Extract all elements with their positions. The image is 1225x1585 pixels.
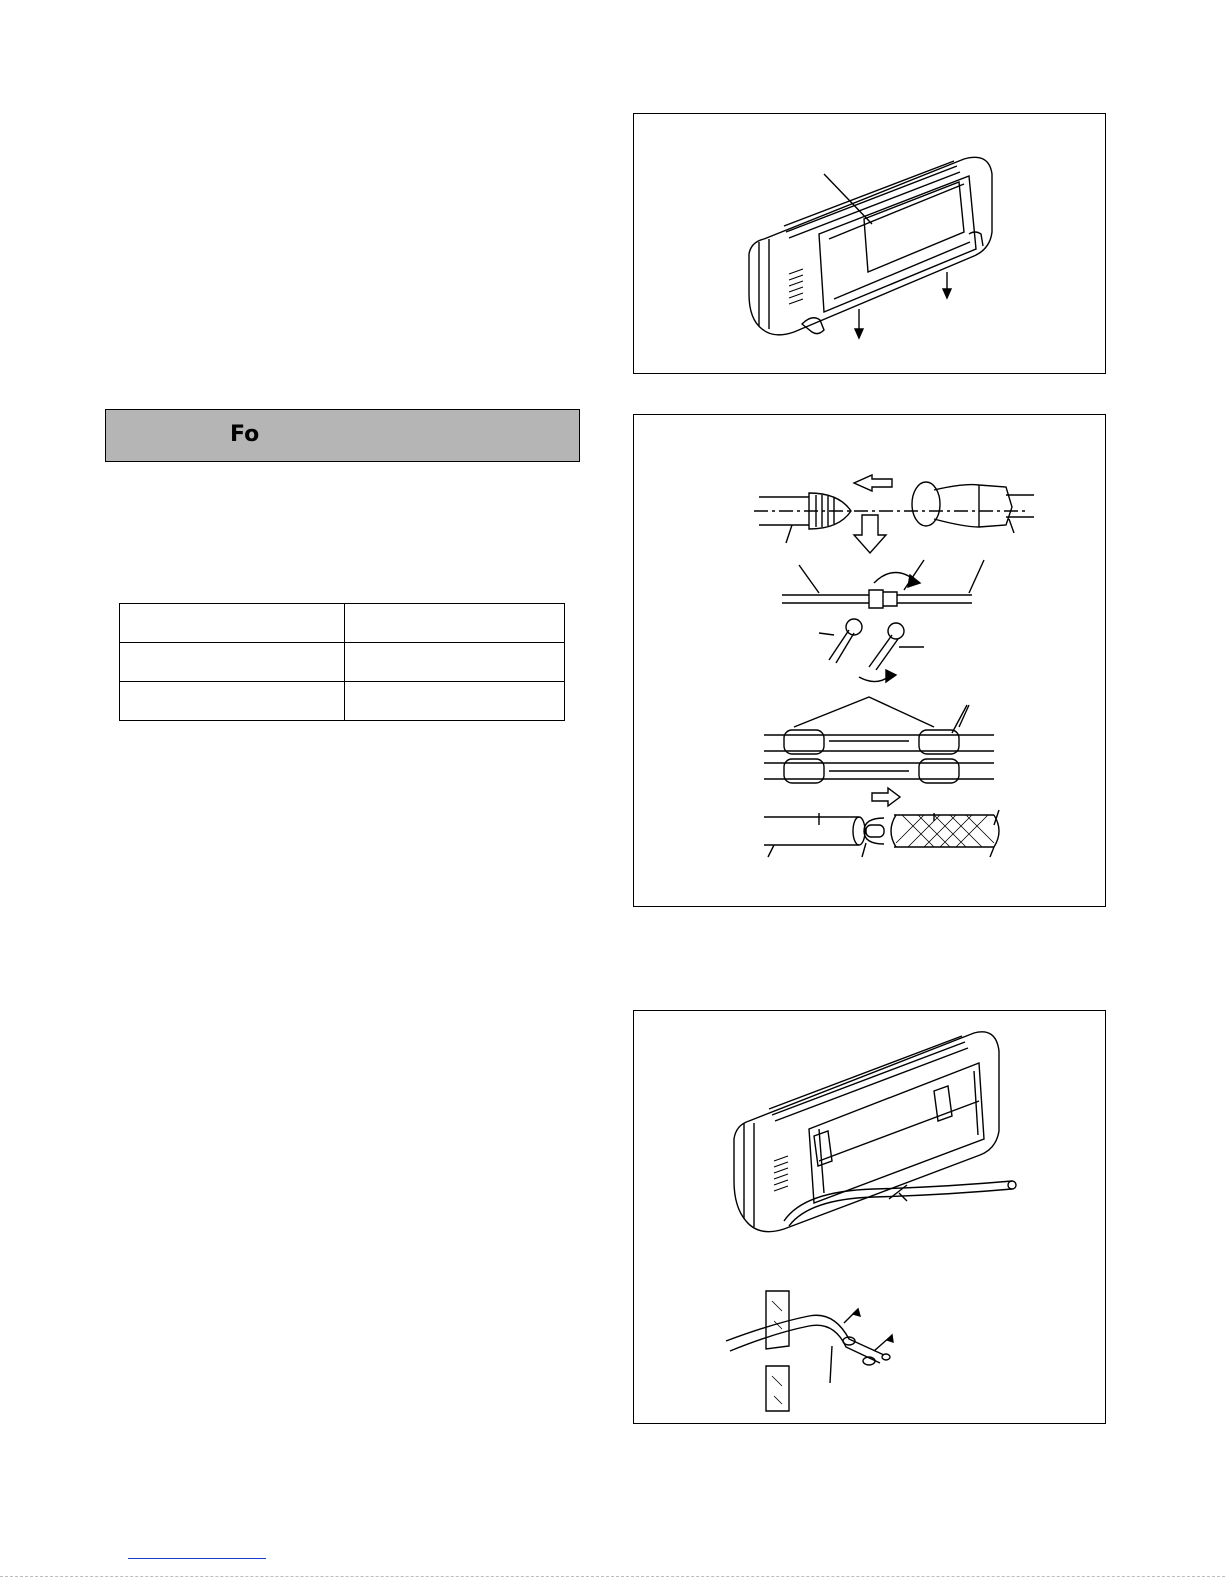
pipe-connection-drawing (634, 415, 1107, 908)
figure-unit-piping (633, 1010, 1106, 1424)
figure-unit-rear (633, 113, 1106, 374)
table-cell (120, 682, 345, 721)
unit-piping-drawing (634, 1011, 1107, 1425)
table-row (120, 604, 565, 643)
table-cell (345, 604, 565, 643)
table-row (120, 682, 565, 721)
section-heading-bar (105, 409, 580, 462)
unit-rear-drawing (634, 114, 1107, 375)
torque-table (119, 603, 565, 721)
figure-pipe-connection (633, 414, 1106, 907)
table-cell (345, 682, 565, 721)
table-cell (120, 643, 345, 682)
table-cell (345, 643, 565, 682)
table-row (120, 643, 565, 682)
footer-link-underline (128, 1558, 266, 1559)
page-edge-divider (0, 1576, 1225, 1577)
table-cell (120, 604, 345, 643)
section-heading: Fo (230, 422, 260, 447)
